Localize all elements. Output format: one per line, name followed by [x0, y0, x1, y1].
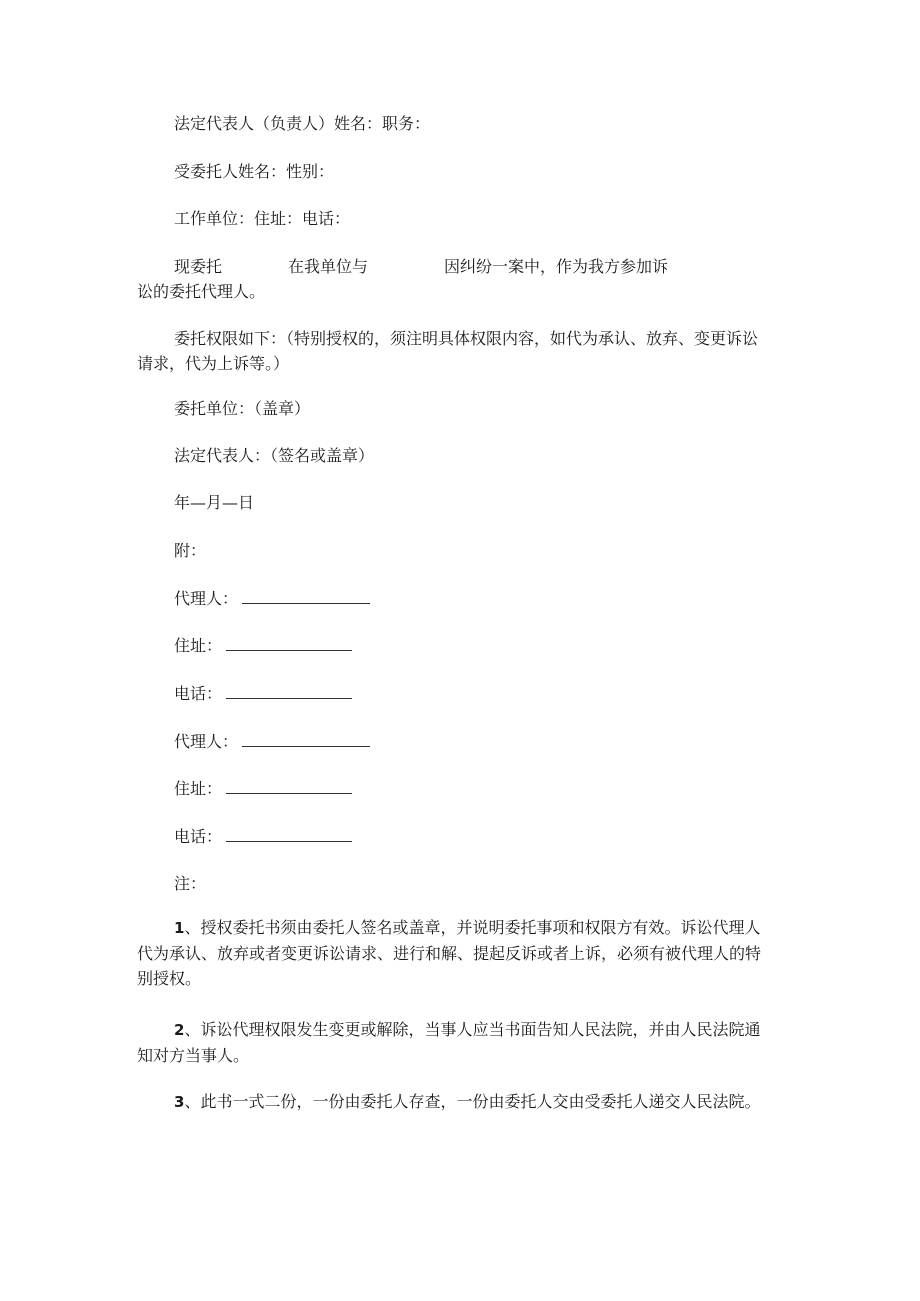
- signature-legal-rep: 法定代表人：（签名或盖章）: [174, 446, 375, 465]
- note-1-number: 1: [174, 919, 185, 937]
- notes-title: 注：: [174, 874, 207, 893]
- agent-1-phone-row: [174, 683, 352, 705]
- agent-1-phone-blank: [226, 684, 352, 699]
- agent-2-address-row: [174, 778, 352, 800]
- agent-1-address-row: [174, 635, 352, 657]
- agent-1-blank: [242, 589, 370, 604]
- agent-1-phone-label: 电话：: [174, 684, 223, 703]
- note-3-text: 、此书一式二份，一份由委托人存查，一份由委托人交由受委托人递交人民法院。: [184, 1092, 761, 1111]
- signature-unit: 委托单位：（盖章）: [174, 399, 311, 418]
- agent-2-label: 代理人：: [174, 732, 239, 751]
- note-1-text: 、授权委托书须由委托人签名或盖章，并说明委托事项和权限方有效。诉讼代理人代为承认、放弃或者变更诉讼请求、进行和解、提起反诉或者上诉，必须有被代理人的特别授权。: [137, 918, 762, 988]
- note-2-number: 2: [174, 1021, 185, 1039]
- attachment-title: 附：: [174, 541, 207, 560]
- delegation-line-1: [174, 256, 668, 278]
- agent-1-address-blank: [226, 636, 352, 651]
- note-3: [137, 1089, 773, 1115]
- agent-name-line: 受委托人姓名：性别：: [174, 162, 335, 181]
- note-2-text: 、诉讼代理权限发生变更或解除，当事人应当书面告知人民法院，并由人民法院通知对方当事人。: [137, 1020, 761, 1065]
- agent-1-label: 代理人：: [174, 589, 239, 608]
- note-3-number: 3: [174, 1093, 185, 1111]
- agent-1-address-label: 住址：: [174, 636, 223, 655]
- signature-date: 年—月—日: [174, 493, 255, 512]
- agent-1-row: [174, 588, 370, 610]
- agent-2-row: [174, 731, 370, 753]
- note-2: [137, 1017, 773, 1068]
- agent-2-phone-blank: [226, 827, 352, 842]
- agent-2-address-label: 住址：: [174, 779, 223, 798]
- delegation-part-2: 在我单位与: [288, 257, 369, 276]
- delegation-line-2: 讼的委托代理人。: [137, 282, 266, 301]
- work-unit-line: 工作单位：住址：电话：: [174, 209, 351, 228]
- agent-2-phone-label: 电话：: [174, 827, 223, 846]
- legal-representative-line: 法定代表人（负责人）姓名：职务：: [174, 114, 431, 133]
- agent-2-address-blank: [226, 779, 352, 794]
- delegation-part-1: 现委托: [174, 257, 223, 276]
- agent-2-phone-row: [174, 826, 352, 848]
- authority-paragraph: 委托权限如下：（特别授权的，须注明具体权限内容，如代为承认、放弃、变更诉讼请求，代为上诉等。）: [137, 329, 759, 373]
- agent-2-blank: [242, 732, 370, 747]
- note-1: [137, 915, 773, 991]
- delegation-part-3: 因纠纷一案中，作为我方参加诉: [444, 257, 669, 276]
